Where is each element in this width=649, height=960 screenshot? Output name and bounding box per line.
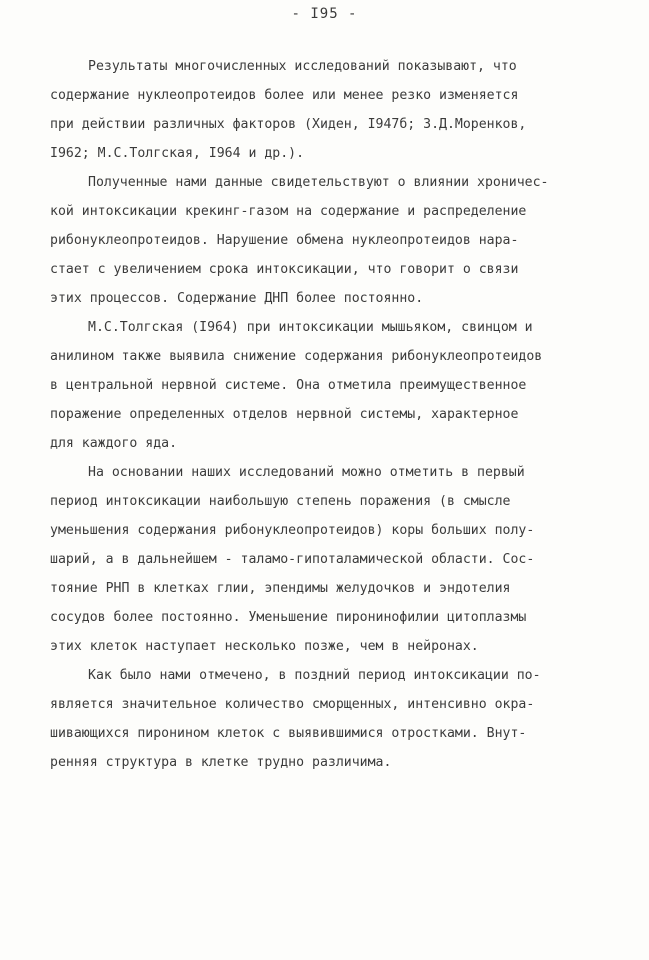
paragraph-line: Полученные нами данные свидетельствуют о влиянии хроничес- — [88, 175, 549, 190]
paragraph-line: стает с увеличением срока интоксикации, что говорит о связи — [50, 262, 519, 277]
paragraph-line: кой интоксикации крекинг-газом на содержание и распределение — [50, 204, 527, 219]
paragraph-line: при действии различных факторов (Хиден, I947б; З.Д.Моренков, — [50, 117, 527, 132]
paragraph-line: является значительное количество сморщенных, интенсивно окра- — [50, 697, 535, 712]
paragraph-line: поражение определенных отделов нервной системы, характерное — [50, 407, 519, 422]
paragraph-line: для каждого яда. — [50, 436, 178, 451]
paragraph-line: сосудов более постоянно. Уменьшение пиронинофилии цитоплазмы — [50, 610, 527, 625]
paragraph-3 — [50, 313, 602, 458]
body-text — [50, 52, 602, 777]
paragraph-line: период интоксикации наибольшую степень поражения (в смысле — [50, 494, 511, 509]
paragraph-5 — [50, 661, 602, 777]
paragraph-line: этих клеток наступает несколько позже, чем в нейронах. — [50, 639, 479, 654]
paragraph-1 — [50, 52, 602, 168]
paragraph-line: содержание нуклеопротеидов более или менее резко изменяется — [50, 88, 519, 103]
paragraph-2 — [50, 168, 602, 313]
paragraph-line: шарий, а в дальнейшем - таламо-гипоталамической области. Сос- — [50, 552, 535, 567]
paragraph-line: в центральной нервной системе. Она отметила преимущественное — [50, 378, 527, 393]
paragraph-line: рибонуклеопротеидов. Нарушение обмена нуклеопротеидов нара- — [50, 233, 519, 248]
paragraph-line: уменьшения содержания рибонуклеопротеидов) коры больших полу- — [50, 523, 535, 538]
paragraph-line: Результаты многочисленных исследований показывают, что — [88, 59, 517, 74]
paragraph-line: I962; М.С.Толгская, I964 и др.). — [50, 146, 305, 161]
paragraph-line: На основании наших исследований можно отметить в первый — [88, 465, 525, 480]
paragraph-line: Как было нами отмечено, в поздний период интоксикации по- — [88, 668, 541, 683]
paragraph-line: анилином также выявила снижение содержания рибонуклеопротеидов — [50, 349, 543, 364]
paragraph-line: этих процессов. Содержание ДНП более постоянно. — [50, 291, 424, 306]
paragraph-line: шивающихся пиронином клеток с выявившимися отростками. Внут- — [50, 726, 527, 741]
paragraph-4 — [50, 458, 602, 661]
paragraph-line: М.С.Толгская (I964) при интоксикации мышьяком, свинцом и — [88, 320, 533, 335]
page-number: - I95 - — [291, 6, 358, 22]
paragraph-line: ренняя структура в клетке трудно различима. — [50, 755, 392, 770]
paragraph-line: тояние РНП в клетках глии, эпендимы желудочков и эндотелия — [50, 581, 511, 596]
